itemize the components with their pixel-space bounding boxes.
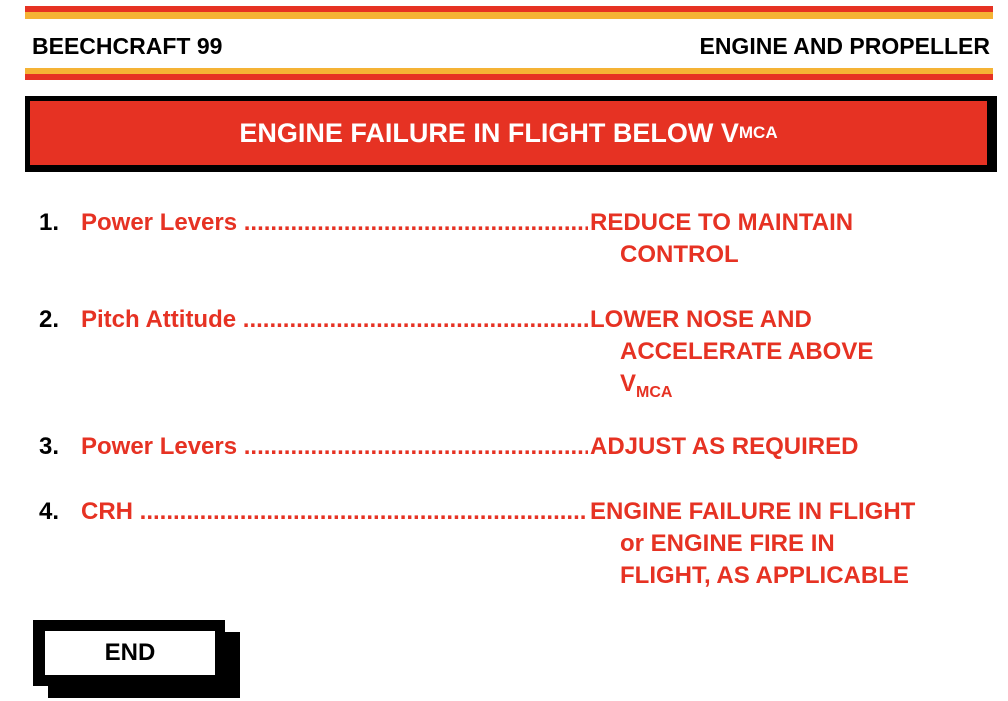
step-action [590,496,990,592]
vmca-v: V [620,370,637,397]
end-label: END [45,631,215,675]
step-action-line: CONTROL [620,241,739,268]
section-title: ENGINE AND PROPELLER [699,33,990,59]
vmca-subscript: MCA [636,384,673,401]
step-number: 2. [39,306,60,333]
step-action-line: LOWER NOSE AND [590,306,812,333]
aircraft-title: BEECHCRAFT 99 [32,33,223,59]
step-action-vmca [590,368,990,409]
step-action [590,304,990,409]
procedure-title-text: ENGINE FAILURE IN FLIGHT BELOW V [239,117,739,148]
step-action-line: ADJUST AS REQUIRED [590,433,859,460]
step-item: Power Levers ..... [81,431,588,463]
step-action [590,207,990,271]
procedure-title-banner [25,96,997,172]
step-action-line: FLIGHT, AS APPLICABLE [620,562,909,589]
step-item: CRH ..... [81,496,588,528]
procedure-title [30,101,987,165]
step-number: 3. [39,433,60,460]
step-action-line: REDUCE TO MAINTAIN [590,209,854,236]
step-item: Pitch Attitude ..... [81,304,588,336]
step-action-line: ACCELERATE ABOVE [620,338,874,365]
step-action [590,431,990,463]
step-action-line: or ENGINE FIRE IN [620,530,835,557]
step-action-line: ENGINE FAILURE IN FLIGHT [590,498,916,525]
step-item: Power Levers ..... [81,207,588,239]
step-number: 4. [39,498,60,525]
step-number: 1. [39,209,60,236]
procedure-title-subscript: MCA [738,123,778,142]
header-bottom-red-stripe [25,74,993,80]
header-top-orange-stripe [25,12,993,19]
